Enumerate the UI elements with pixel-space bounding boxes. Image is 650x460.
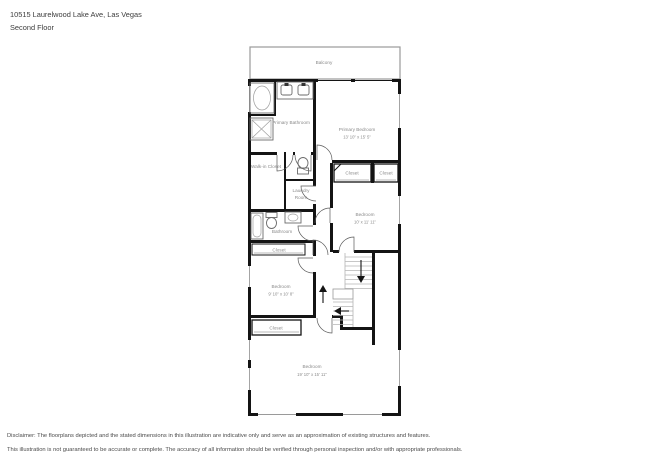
room-labels [251,120,393,377]
stairs-left-arrow-icon [334,307,349,315]
interior-walls [248,82,398,345]
bedroom-large-label: Bedroom [302,364,322,369]
closet-left-label: Closet [345,170,359,176]
address-line: 10515 Laurelwood Lake Ave, Las Vegas [10,10,142,19]
primary-bathroom-fixtures [250,82,313,174]
disclaimer-line-2: This illustration is not guaranteed to be accurate or complete. The accuracy of all information should be verified through personal inspection and/or with appropriate professionals. [7,447,463,453]
faucet [285,83,289,86]
bathroom-label: Bathroom [271,229,293,234]
disclaimer-line-1: Disclaimer: The floorplans depicted and the stated dimensions in this illustration are indicative only and serve as an approximation of existing structures and features. [7,433,431,439]
sink [298,85,309,95]
staircase [319,253,372,327]
vanity [277,82,313,99]
toilet [298,158,308,169]
primary-bedroom-label: Primary Bedroom [338,127,376,132]
laundry-label-2: Room [294,195,308,200]
sink [281,85,292,95]
hall-closet-label: Closet [272,247,286,253]
bedroom-mid-label: Bedroom [355,212,375,217]
balcony-label: Balcony [315,60,333,65]
toilet [266,213,277,218]
balcony [250,47,400,79]
stairs-up-arrow-icon [319,285,327,303]
floor-line: Second Floor [10,23,54,32]
bedroom-small-dims: 9' 10" x 10' 8" [268,291,294,297]
walk-in-closet-label: Walk-in Closet [250,164,282,169]
bottom-closet-label: Closet [269,325,283,331]
laundry-label-1: Laundry [292,188,310,193]
disclaimer [7,429,463,457]
bedroom-large-dims: 19' 10" x 15' 11" [297,372,327,377]
stair-landing [333,289,353,299]
bedroom-mid-dims: 10' x 11' 11" [353,219,377,225]
closet-right-label: Closet [379,170,393,176]
hall-bathroom-fixtures [251,212,301,239]
bedroom-small-label: Bedroom [271,284,291,289]
primary-bedroom-dims: 13' 10" x 15' 5" [343,134,371,140]
primary-bathroom-label: Primary Bathroom [272,120,310,125]
faucet [302,83,306,86]
